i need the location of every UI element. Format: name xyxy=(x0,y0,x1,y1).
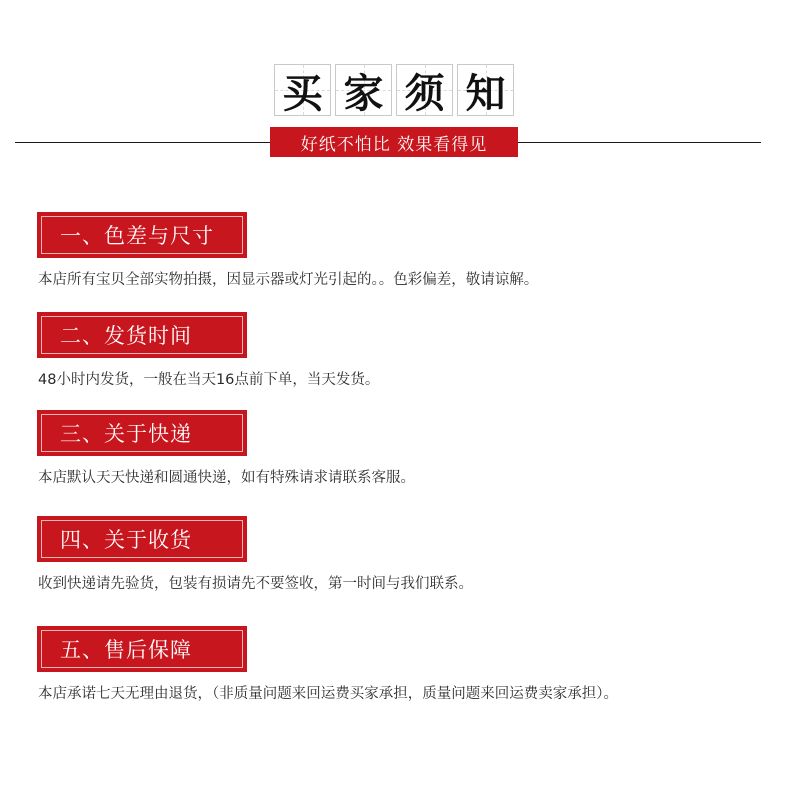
title-char: 须 xyxy=(404,69,445,117)
section-heading-label: 四、关于收货 xyxy=(41,520,243,558)
page-title xyxy=(274,64,518,122)
section-text-receiving: 收到快递请先验货，包装有损请先不要签收，第一时间与我们联系。 xyxy=(38,576,473,592)
section-heading-label: 一、色差与尺寸 xyxy=(41,216,243,254)
section-heading-label: 二、发货时间 xyxy=(41,316,243,354)
title-char: 买 xyxy=(282,69,323,117)
section-heading-color-size xyxy=(37,212,247,258)
title-char-box xyxy=(457,64,514,116)
title-char-box xyxy=(274,64,331,116)
title-char: 家 xyxy=(343,69,384,117)
section-heading-receiving xyxy=(37,516,247,562)
slogan-banner: 好纸不怕比 效果看得见 xyxy=(270,127,518,157)
title-char-box xyxy=(335,64,392,116)
section-text-color-size: 本店所有宝贝全部实物拍摄，因显示器或灯光引起的。。色彩偏差，敬请谅解。 xyxy=(38,272,539,288)
section-text-shipping-time: 48小时内发货，一般在当天16点前下单，当天发货。 xyxy=(38,372,380,388)
section-heading-after-sales xyxy=(37,626,247,672)
section-text-courier: 本店默认天天快递和圆通快递，如有特殊请求请联系客服。 xyxy=(38,470,415,486)
section-heading-courier xyxy=(37,410,247,456)
title-char: 知 xyxy=(465,69,506,117)
title-char-box xyxy=(396,64,453,116)
section-text-after-sales: 本店承诺七天无理由退货，（非质量问题来回运费买家承担，质量问题来回运费卖家承担）。 xyxy=(38,686,618,702)
section-heading-label: 五、售后保障 xyxy=(41,630,243,668)
section-heading-shipping-time xyxy=(37,312,247,358)
section-heading-label: 三、关于快递 xyxy=(41,414,243,452)
